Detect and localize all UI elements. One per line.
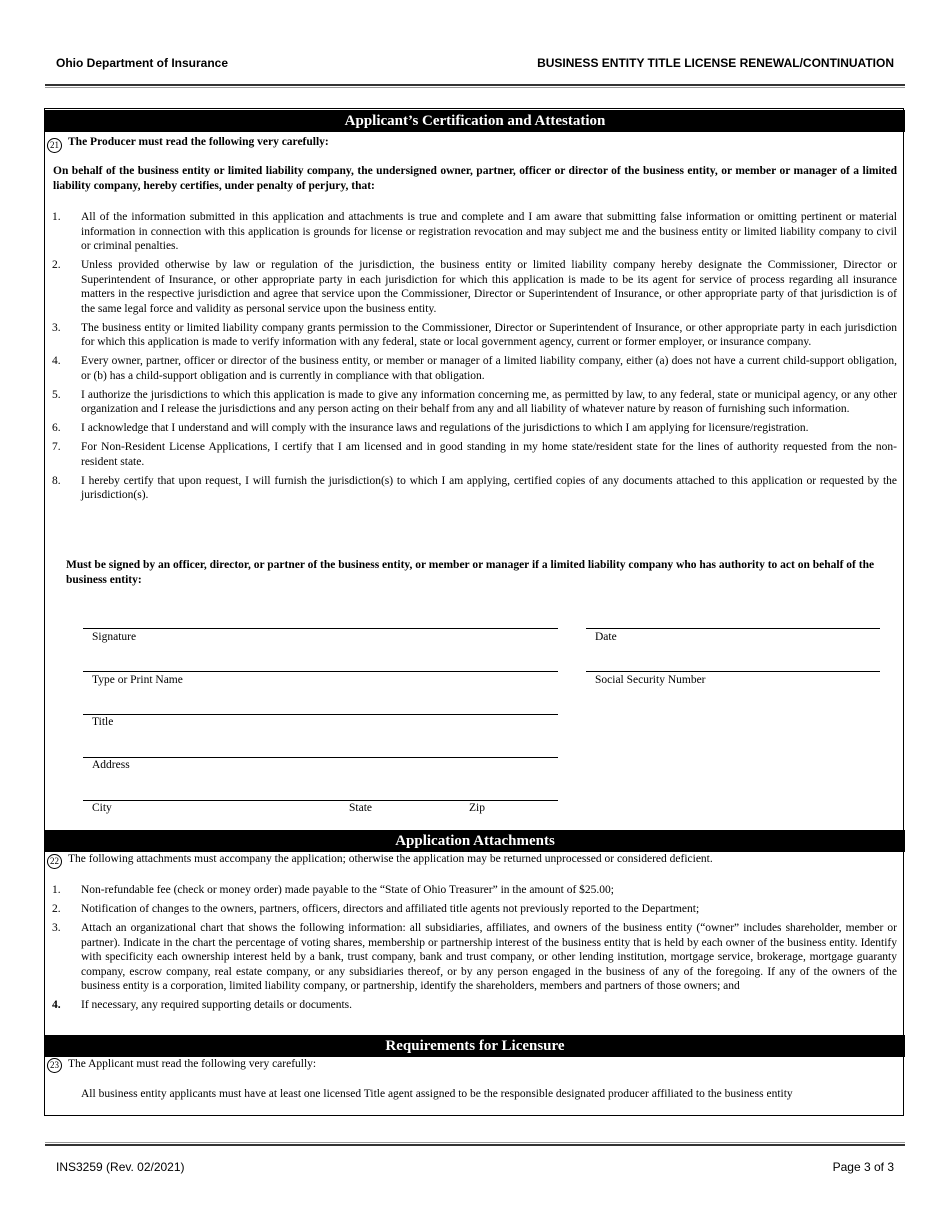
list-item: 8. I hereby certify that upon request, I will furnish the jurisdiction(s) to which I am applying, certified copies of any documents attached to this application or requested by the jurisdiction(s). xyxy=(52,474,897,501)
zip-label: Zip xyxy=(469,802,485,814)
list-item: 5. I authorize the jurisdictions to which this application is made to give any information concerning me, as permitted by law, to any federal, state or municipal agency, or any other organization and I release the jurisdictions and any person acting on their behalf from any and all liability of whatever nature by reason of furnishing such information. xyxy=(52,388,897,415)
signature-label: Signature xyxy=(92,631,137,643)
attachments-lead: The following attachments must accompany the application; otherwise the application may be returned unprocessed or considered deficient. xyxy=(68,853,713,865)
date-line[interactable] xyxy=(586,628,880,629)
print-name-line[interactable] xyxy=(83,671,558,672)
requirements-lead: The Applicant must read the following very carefully: xyxy=(68,1058,317,1070)
address-label: Address xyxy=(92,759,130,771)
ssn-label: Social Security Number xyxy=(595,674,706,686)
list-item: 7. For Non-Resident License Applications, I certify that I am licensed and in good standing in my home state/resident state for the lines of authority requested from the non-resident state. xyxy=(52,441,897,468)
section-marker-23: 23 xyxy=(47,1058,62,1073)
list-item: 2. Notification of changes to the owners, partners, officers, directors and affiliated title agents not previously reported to the Department; xyxy=(52,903,700,915)
date-label: Date xyxy=(595,631,617,643)
list-item: 4. Every owner, partner, officer or director of the business entity, or member or manager of a limited liability company, either (a) does not have a current child-support obligation, or (b) has a child-support obligation and is currently in compliance with that obligation. xyxy=(52,355,897,382)
form-number: INS3259 (Rev. 02/2021) xyxy=(56,1160,185,1174)
signature-instructions: Must be signed by an officer, director, or partner of the business entity, or member or manager if a limited liability company who has authority to act on behalf of the business entity: xyxy=(66,559,875,586)
list-item: 1. Non-refundable fee (check or money order) made payable to the “State of Ohio Treasurer” in the amount of $25.00; xyxy=(52,884,614,896)
title-line[interactable] xyxy=(83,714,558,715)
address-line[interactable] xyxy=(83,757,558,758)
list-item: 6. I acknowledge that I understand and will comply with the insurance laws and regulations of the jurisdictions to which I am applying for licensure/registration. xyxy=(52,422,809,434)
list-item: 2. Unless provided otherwise by law or regulation of the jurisdiction, the business entity or limited liability company hereby designate the Commissioner, Director or Superintendent of Insurance, or other appropriate party in each jurisdiction for which this application is made to be its agent for service of process regarding all insurance matters in the respective jurisdiction and agree that service upon the Commissioner, Director or Superintendent of Insurance, or other appropriate party of that jurisdiction is of the same legal force and validity as personal service upon the business entity. xyxy=(52,259,897,315)
certification-list xyxy=(52,210,897,507)
state-label: State xyxy=(349,802,372,814)
certification-intro: On behalf of the business entity or limited liability company, the undersigned owner, partner, officer or director of the business entity, or member or manager of a limited liability company, hereby certifies, under penalty of perjury, that: xyxy=(53,165,897,192)
list-item: 3. The business entity or limited liability company grants permission to the Commissioner, Director or Superintendent of Insurance, or other appropriate party in each jurisdiction for which this application is made to verify information with any federal, state or local government agency, current or former employer, or insurance company. xyxy=(52,321,897,348)
list-item: 4. If necessary, any required supporting details or documents. xyxy=(52,999,353,1011)
footer-rule xyxy=(45,1142,905,1146)
signature-line[interactable] xyxy=(83,628,558,629)
print-name-label: Type or Print Name xyxy=(92,674,183,686)
city-label: City xyxy=(92,802,112,814)
agency-name: Ohio Department of Insurance xyxy=(56,56,229,70)
page-number: Page 3 of 3 xyxy=(832,1160,894,1174)
requirements-text: All business entity applicants must have at least one licensed Title agent assigned to be the responsible designated producer affiliated to the business entity xyxy=(81,1088,793,1100)
city-state-zip-line[interactable] xyxy=(83,800,558,801)
section-marker-22: 22 xyxy=(47,854,62,869)
header-rule xyxy=(45,84,905,88)
certification-header: Applicant’s Certification and Attestation xyxy=(45,110,905,132)
attachments-header: Application Attachments xyxy=(45,830,905,852)
certification-lead: The Producer must read the following very carefully: xyxy=(68,136,329,148)
list-item: 3. Attach an organizational chart that shows the following information: all subsidiaries, affiliates, and owners of the business entity (“owner” includes shareholder, member or partner). Indicate in the chart the percentage of voting shares, membership or partnership interest of the business entity that is held by each owner of the business entity. Identify with specificity each ownership interest held by a bank, trust company, bank and trust company, or other lending institution, mortgage service, brokerage, mortgage guaranty company, escrow company, real estate company, or any subsidiaries thereof, or by any person engaged in the business of any of the foregoing. If any of the owners of the business entity is a corporation, limited liability company, or partnership, identify the shareholders, members and partners of those owners; and xyxy=(52,922,897,992)
list-item: 1. All of the information submitted in this application and attachments is true and complete and I am aware that submitting false information or omitting pertinent or material information in connection with this application is grounds for license or registration revocation and may subject me and the business entity or limited liability company to civil or criminal penalties. xyxy=(52,211,897,252)
title-label: Title xyxy=(92,716,114,728)
form-title: BUSINESS ENTITY TITLE LICENSE RENEWAL/CONTINUATION xyxy=(537,56,894,70)
attachments-list xyxy=(52,883,897,1017)
requirements-header: Requirements for Licensure xyxy=(45,1035,905,1057)
ssn-line[interactable] xyxy=(586,671,880,672)
section-marker-21: 21 xyxy=(47,138,62,153)
